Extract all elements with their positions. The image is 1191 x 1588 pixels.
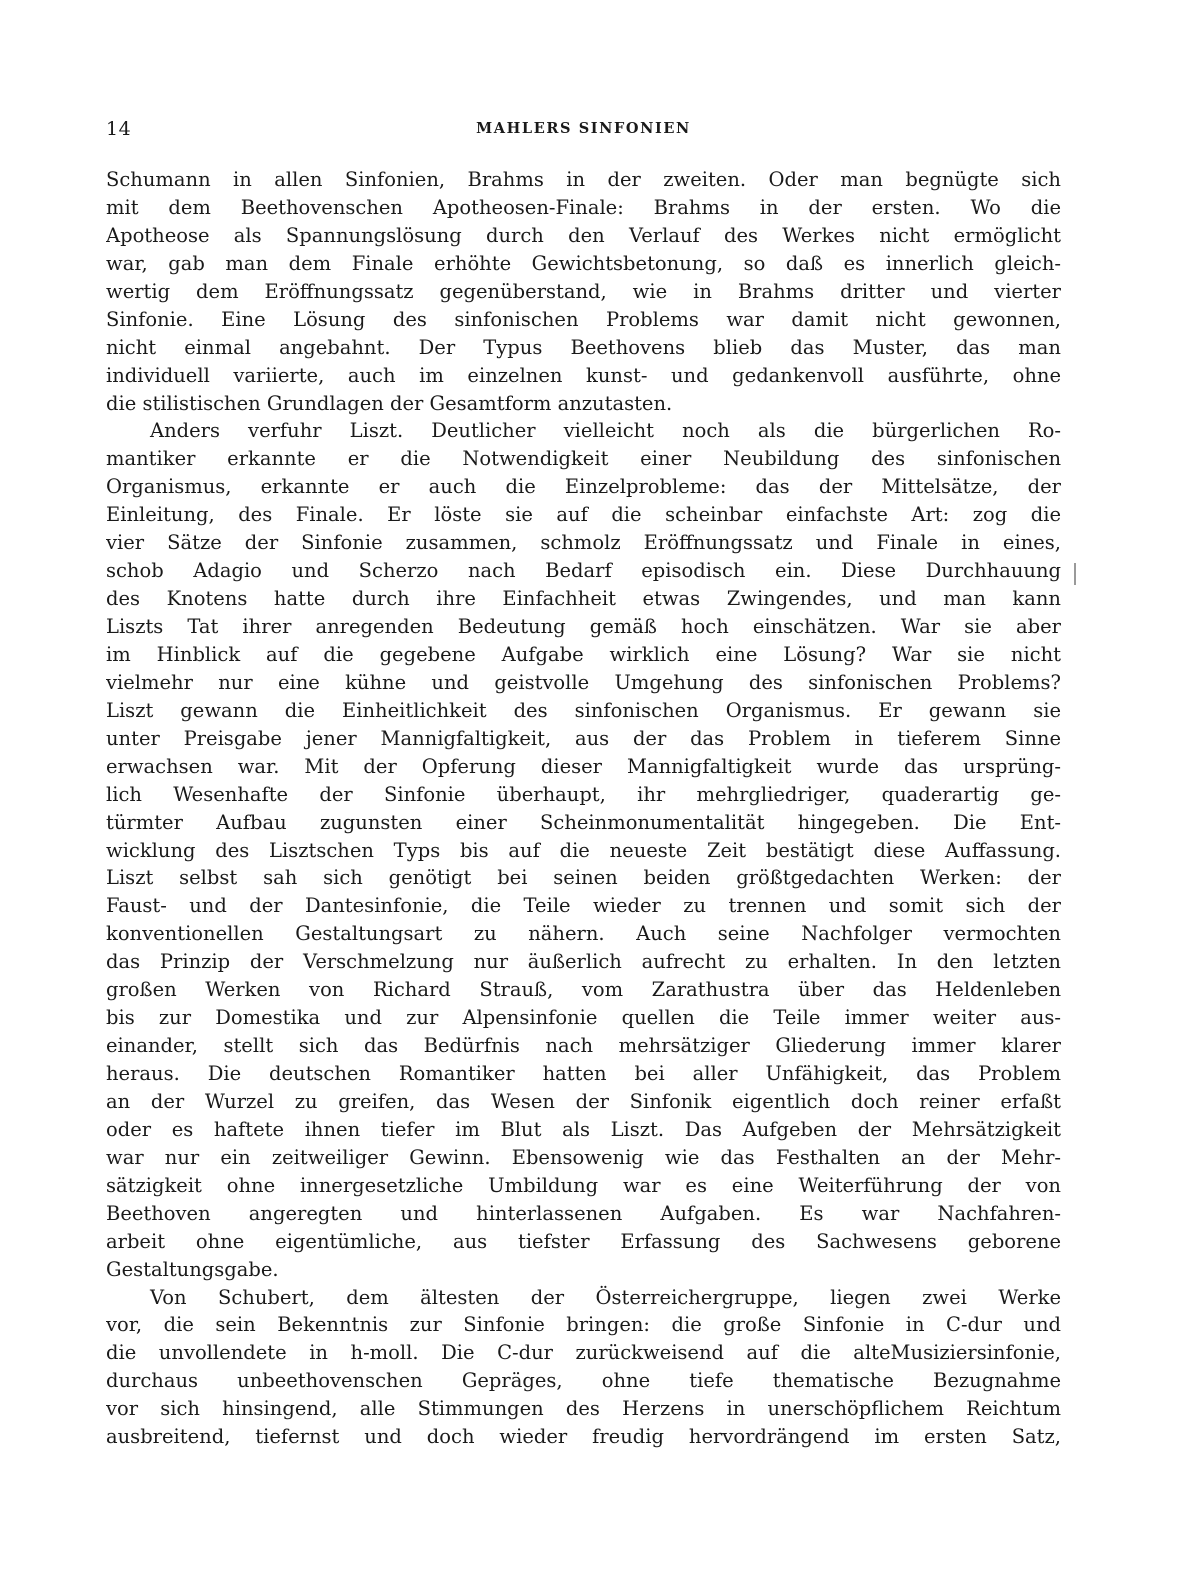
margin-mark <box>1074 563 1076 585</box>
text-line: lich Wesenhafte der Sinfonie überhaupt, ihr mehrgliedriger, quaderartig ge- <box>106 782 1061 806</box>
text-line: Von Schubert, dem ältesten der Österreichergruppe, liegen zwei Werke <box>150 1285 1061 1309</box>
text-line: Sinfonie. Eine Lösung des sinfonischen Problems war damit nicht gewonnen, <box>106 307 1061 331</box>
text-line: Liszt gewann die Einheitlichkeit des sinfonischen Organismus. Er gewann sie <box>106 698 1061 722</box>
text-line: vor sich hinsingend, alle Stimmungen des Herzens in unerschöpflichem Reichtum <box>106 1397 1061 1421</box>
text-line: schob Adagio und Scherzo nach Bedarf episodisch ein. Diese Durchhauung <box>106 559 1061 583</box>
text-line: Beethoven angeregten und hinterlassenen Aufgaben. Es war Nachfahren- <box>106 1201 1061 1225</box>
text-line: vor, die sein Bekenntnis zur Sinfonie bringen: die große Sinfonie in C-dur und <box>106 1313 1061 1337</box>
text-line: die unvollendete in h-moll. Die C-dur zurückweisend auf die alteMusiziersinfonie, <box>106 1341 1061 1365</box>
text-line: die stilistischen Grundlagen der Gesamtform anzutasten. <box>106 391 673 415</box>
text-line: im Hinblick auf die gegebene Aufgabe wirklich eine Lösung? War sie nicht <box>106 642 1061 666</box>
text-line: Liszts Tat ihrer anregenden Bedeutung gemäß hoch einschätzen. War sie aber <box>106 615 1061 638</box>
text-line: das Prinzip der Verschmelzung nur äußerlich aufrecht zu erhalten. In den letzten <box>106 950 1061 974</box>
text-line: Anders verfuhr Liszt. Deutlicher vielleicht noch als die bürgerlichen Ro- <box>150 419 1061 443</box>
text-line: großen Werken von Richard Strauß, vom Zarathustra über das Heldenleben <box>106 978 1061 1002</box>
text-line: nicht einmal angebahnt. Der Typus Beethovens blieb das Muster, das man <box>106 335 1061 359</box>
text-line: Faust- und der Dantesinfonie, die Teile wieder zu trennen und somit sich der <box>106 894 1061 918</box>
text-line: Gestaltungsgabe. <box>106 1257 279 1281</box>
text-line: mantiker erkannte er die Notwendigkeit einer Neubildung des sinfonischen <box>106 447 1061 471</box>
text-line: Liszt selbst sah sich genötigt bei seinen beiden größtgedachten Werken: der <box>106 866 1061 890</box>
text-line: sätzigkeit ohne innergesetzliche Umbildung war es eine Weiterführung der von <box>106 1173 1061 1197</box>
text-line: bis zur Domestika und zur Alpensinfonie quellen die Teile immer weiter aus- <box>106 1006 1061 1030</box>
text-line: unter Preisgabe jener Mannigfaltigkeit, aus der das Problem in tieferem Sinne <box>106 726 1061 750</box>
page-number: 14 <box>106 118 132 140</box>
text-line: türmter Aufbau zugunsten einer Scheinmonumentalität hingegeben. Die Ent- <box>106 810 1061 834</box>
text-line: Schumann in allen Sinfonien, Brahms in der zweiten. Oder man begnügte sich <box>106 168 1061 191</box>
text-line: individuell variierte, auch im einzelnen kunst- und gedankenvoll ausführte, ohne <box>106 363 1061 387</box>
text-line: arbeit ohne eigentümliche, aus tiefster Erfassung des Sachwesens geborene <box>106 1229 1061 1253</box>
text-line: des Knotens hatte durch ihre Einfachheit etwas Zwingendes, und man kann <box>106 587 1061 611</box>
text-line: erwachsen war. Mit der Opferung dieser Mannigfaltigkeit wurde das ursprüng- <box>106 754 1061 778</box>
text-line: einander, stellt sich das Bedürfnis nach mehrsätziger Gliederung immer klarer <box>106 1034 1061 1058</box>
text-line: konventionellen Gestaltungsart zu nähern. Auch seine Nachfolger vermochten <box>106 922 1061 946</box>
text-line: war, gab man dem Finale erhöhte Gewichtsbetonung, so daß es innerlich gleich- <box>106 251 1061 275</box>
text-line: mit dem Beethovenschen Apotheosen-Finale: Brahms in der ersten. Wo die <box>106 195 1061 219</box>
text-line: heraus. Die deutschen Romantiker hatten bei aller Unfähigkeit, das Problem <box>106 1062 1061 1085</box>
running-title: MAHLERS SINFONIEN <box>476 120 691 137</box>
text-line: vielmehr nur eine kühne und geistvolle Umgehung des sinfonischen Problems? <box>106 670 1061 694</box>
text-line: vier Sätze der Sinfonie zusammen, schmolz Eröffnungssatz und Finale in eines, <box>106 531 1061 555</box>
text-line: Organismus, erkannte er auch die Einzelprobleme: das der Mittelsätze, der <box>106 475 1061 499</box>
text-line: an der Wurzel zu greifen, das Wesen der Sinfonik eigentlich doch reiner erfaßt <box>106 1089 1061 1113</box>
text-line: ausbreitend, tiefernst und doch wieder freudig hervordrängend im ersten Satz, <box>106 1425 1061 1449</box>
text-line: wicklung des Lisztschen Typs bis auf die neueste Zeit bestätigt diese Auffassung. <box>106 838 1061 862</box>
text-line: wertig dem Eröffnungssatz gegenüberstand, wie in Brahms dritter und vierter <box>106 279 1061 303</box>
text-line: war nur ein zeitweiliger Gewinn. Ebensowenig wie das Festhalten an der Mehr- <box>106 1145 1061 1169</box>
body-text <box>106 166 1061 1451</box>
text-line: durchaus unbeethovenschen Gepräges, ohne tiefe thematische Bezugnahme <box>106 1369 1061 1393</box>
text-line: Einleitung, des Finale. Er löste sie auf die scheinbar einfachste Art: zog die <box>106 503 1061 527</box>
text-line: oder es haftete ihnen tiefer im Blut als Liszt. Das Aufgeben der Mehrsätzigkeit <box>106 1117 1061 1141</box>
text-line: Apotheose als Spannungslösung durch den Verlauf des Werkes nicht ermöglicht <box>106 223 1061 247</box>
page-header <box>106 118 1061 148</box>
